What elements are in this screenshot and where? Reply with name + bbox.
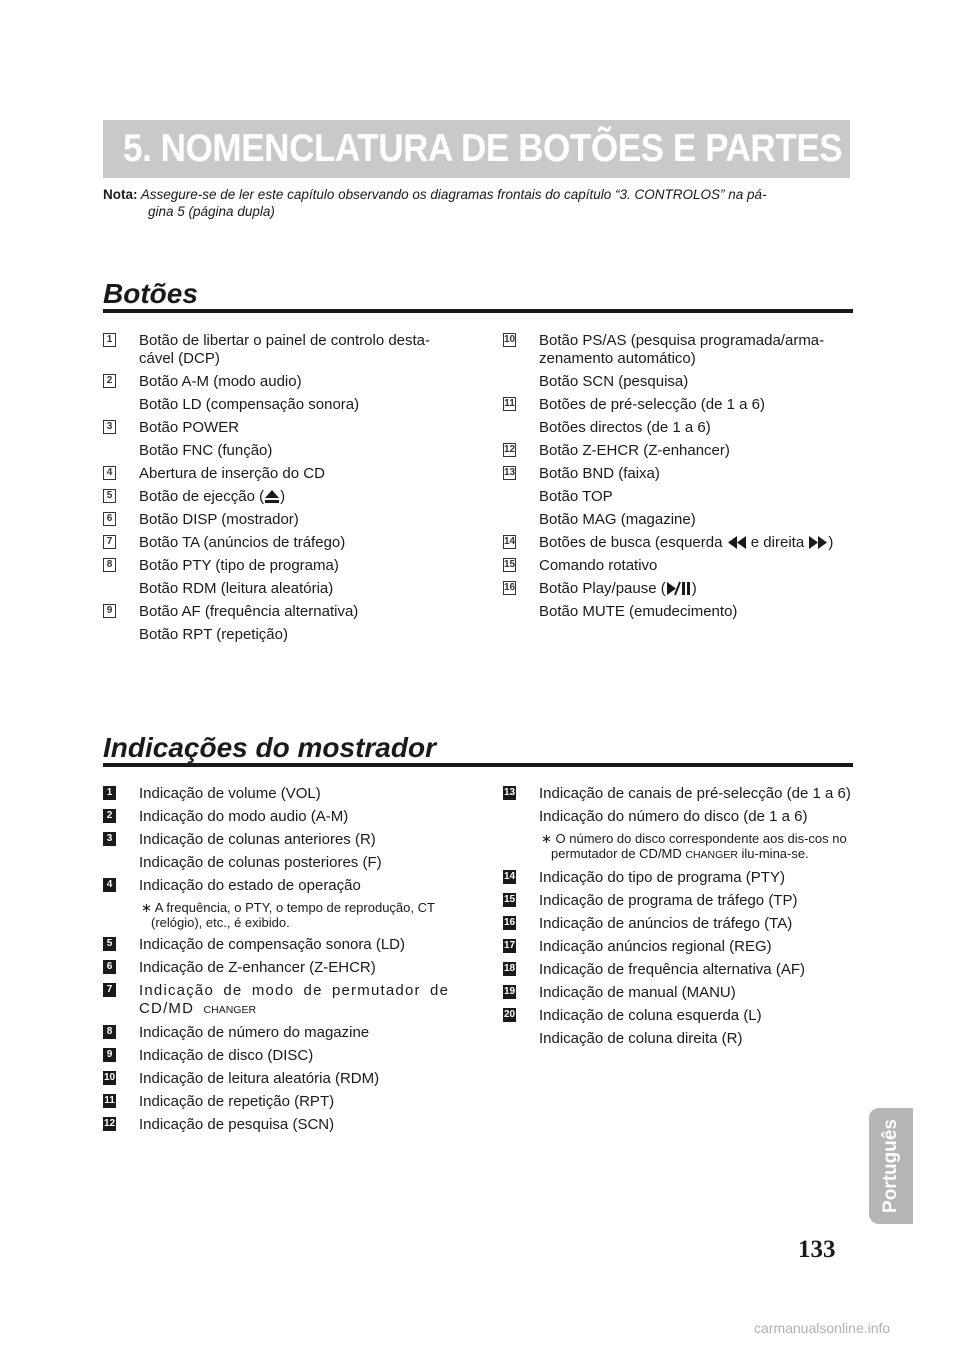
display-item-17 (503, 938, 853, 956)
item-text: Indicação de frequência alternativa (AF) (539, 961, 805, 978)
item-number: 10 (504, 334, 516, 345)
note-text: Assegure-se de ler este capítulo observando os diagramas frontais do capítulo “3. CONTROLOS” na pá- (140, 187, 767, 202)
display-item-4 (103, 877, 455, 895)
botoes-right-column (503, 332, 853, 626)
button-item-10 (503, 332, 853, 368)
item-text: Indicação de compensação sonora (LD) (139, 936, 405, 953)
item-number: 15 (504, 559, 516, 570)
item-text: Indicação de repetição (RPT) (139, 1093, 335, 1110)
item-number: 8 (103, 1025, 116, 1039)
button-item-14 (503, 534, 853, 552)
display-item-20 (503, 1007, 853, 1025)
display-item-15 (503, 892, 853, 910)
item-text: Botão TA (anúncios de tráfego) (139, 534, 346, 551)
changer-label: CHANGER (203, 1004, 257, 1016)
item-number: 20 (503, 1009, 516, 1020)
item-text: Indicação de modo de permutador de CD/MD (139, 982, 450, 1017)
item-subtext: Botões directos (de 1 a 6) (539, 419, 711, 436)
button-item-7 (103, 534, 443, 552)
item-number: 8 (103, 558, 116, 572)
changer-label: CHANGER (685, 849, 738, 861)
item-number: 13 (503, 787, 516, 798)
button-item-16 (503, 580, 853, 598)
item-number: 3 (103, 420, 116, 434)
button-item-12 (503, 442, 853, 460)
button-item-15 (503, 557, 853, 575)
item-text: Indicação de leitura aleatória (RDM) (139, 1070, 380, 1087)
display-item-9 (103, 1047, 455, 1065)
item-text: Indicação de programa de tráfego (TP) (539, 892, 798, 909)
item-text: Botão Play/pause ( (539, 580, 666, 597)
item-number: 2 (103, 809, 116, 823)
indicacoes-left-column (103, 785, 455, 1139)
item-text-end: ) (280, 488, 286, 505)
display-item-10 (103, 1070, 455, 1088)
item-text: Botão Z-EHCR (Z-enhancer) (539, 442, 730, 459)
button-item-4 (103, 465, 443, 483)
language-tab-label: Português (880, 1119, 901, 1213)
item-text: Indicação do estado de operação (139, 877, 361, 894)
item-number: 19 (503, 986, 516, 997)
display-item-16 (503, 915, 853, 933)
item-footnote: ∗ A frequência, o PTY, o tempo de reprodução, CT (relógio), etc., é exibido. (141, 900, 435, 930)
item-text: Botão A-M (modo audio) (139, 373, 302, 390)
item-number: 10 (103, 1072, 116, 1083)
button-item-8 (103, 557, 443, 575)
item-text: Botões de busca (esquerda (539, 534, 727, 551)
item-subtext: Botão LD (compensação sonora) (139, 396, 360, 413)
item-text: Botão BND (faixa) (539, 465, 660, 482)
button-item-9 (103, 603, 443, 621)
footnote-text: ∗ O número do disco correspondente aos dis-cos no permutador de CD/MD (541, 831, 847, 861)
item-subtext: Indicação de colunas posteriores (F) (139, 854, 382, 871)
item-text: Indicação do tipo de programa (PTY) (539, 869, 785, 886)
rewind-icon (727, 535, 747, 550)
display-item-1 (103, 785, 455, 803)
item-number: 9 (103, 1048, 116, 1062)
note (103, 186, 853, 220)
item-text: Botão POWER (139, 419, 240, 436)
item-number: 15 (503, 894, 516, 905)
item-number: 5 (103, 937, 116, 951)
button-item-2 (103, 373, 443, 391)
item-text: Indicação de anúncios de tráfego (TA) (539, 915, 793, 932)
button-item-3 (103, 419, 443, 437)
language-tab (869, 1108, 913, 1224)
item-text: Botão PS/AS (pesquisa programada/arma-zenamento automático) (539, 332, 825, 367)
item-text: Botão de ejecção ( (139, 488, 265, 505)
note-text-continued: gina 5 (página dupla) (148, 204, 275, 219)
item-number: 2 (103, 374, 116, 388)
item-text-end: ) (828, 534, 834, 551)
item-text-end: ) (691, 580, 697, 597)
display-item-2 (103, 808, 455, 826)
watermark: carmanualsonline.info (754, 1320, 891, 1336)
display-item-12 (103, 1116, 455, 1134)
item-text-mid: e direita (746, 534, 809, 551)
item-text: Indicação de canais de pré-selecção (de 1 a 6) (539, 785, 851, 802)
item-subtext: Botão RPT (repetição) (139, 626, 288, 643)
item-text: Botões de pré-selecção (de 1 a 6) (539, 396, 765, 413)
footnote-text-end: ilu-mina-se. (737, 846, 809, 861)
display-item-19 (503, 984, 853, 1002)
item-number: 12 (504, 444, 516, 455)
item-text: Botão AF (frequência alternativa) (139, 603, 359, 620)
item-subtext: Botão MUTE (emudecimento) (539, 603, 738, 620)
item-subtext: Botão RDM (leitura aleatória) (139, 580, 334, 597)
item-footnote (503, 831, 853, 863)
item-number: 9 (103, 604, 116, 618)
item-number: 16 (504, 582, 516, 593)
item-text: Botão PTY (tipo de programa) (139, 557, 339, 574)
item-text: Indicação de coluna esquerda (L) (539, 1007, 762, 1024)
item-subtext: Botão FNC (função) (139, 442, 273, 459)
title-banner (103, 120, 850, 178)
item-text: Indicação de colunas anteriores (R) (139, 831, 376, 848)
item-number: 12 (103, 1118, 116, 1129)
item-text: Indicação de pesquisa (SCN) (139, 1116, 335, 1133)
item-number: 5 (103, 489, 116, 503)
item-text: Botão DISP (mostrador) (139, 511, 299, 528)
indicacoes-right-column (503, 785, 853, 1053)
item-text: Indicação de número do magazine (139, 1024, 370, 1041)
page-title: 5. NOMENCLATURA DE BOTÕES E PARTES (123, 127, 843, 170)
item-subtext: Botão TOP (539, 488, 613, 505)
item-subtext: Botão SCN (pesquisa) (539, 373, 689, 390)
item-text: Abertura de inserção do CD (139, 465, 325, 482)
item-number: 6 (103, 512, 116, 526)
item-number: 13 (504, 467, 516, 478)
item-number: 11 (504, 398, 515, 409)
display-item-7 (103, 982, 455, 1019)
item-text: Indicação de manual (MANU) (539, 984, 736, 1001)
botoes-left-column (103, 332, 443, 649)
section-heading-indicacoes: Indicações do mostrador (103, 732, 436, 763)
item-number: 16 (503, 917, 516, 928)
display-item-18 (503, 961, 853, 979)
button-item-1 (103, 332, 443, 368)
section-rule-indicacoes (103, 763, 853, 767)
item-subtext: Indicação do número do disco (de 1 a 6) (539, 808, 808, 825)
item-number: 3 (103, 832, 116, 846)
item-number: 1 (103, 333, 116, 347)
display-item-8 (103, 1024, 455, 1042)
note-label: Nota: (103, 187, 138, 202)
button-item-5 (103, 488, 443, 506)
item-number: 7 (103, 535, 116, 549)
section-rule-botoes (103, 309, 853, 313)
button-item-6 (103, 511, 443, 529)
page-number: 133 (798, 1236, 836, 1263)
item-text: Indicação de disco (DISC) (139, 1047, 314, 1064)
item-text: Indicação anúncios regional (REG) (539, 938, 772, 955)
button-item-11 (503, 396, 853, 414)
item-number: 14 (504, 536, 516, 547)
display-item-11 (103, 1093, 455, 1111)
item-number: 14 (503, 871, 516, 882)
item-text: Comando rotativo (539, 557, 658, 574)
item-number: 1 (103, 786, 116, 800)
eject-icon (264, 489, 280, 504)
display-item-13 (503, 785, 853, 803)
item-text: Indicação de volume (VOL) (139, 785, 321, 802)
item-number: 7 (103, 983, 116, 997)
item-number: 6 (103, 960, 116, 974)
item-number: 11 (104, 1095, 115, 1106)
item-number: 4 (103, 878, 116, 892)
item-subtext: Botão MAG (magazine) (539, 511, 696, 528)
item-text: Indicação de Z-enhancer (Z-EHCR) (139, 959, 376, 976)
display-item-6 (103, 959, 455, 977)
item-number: 17 (503, 940, 516, 951)
display-item-14 (503, 869, 853, 887)
button-item-13 (503, 465, 853, 483)
item-number: 4 (103, 466, 116, 480)
item-number: 18 (503, 963, 516, 974)
play-pause-icon (666, 581, 692, 596)
fast-forward-icon (808, 535, 828, 550)
item-subtext: Indicação de coluna direita (R) (539, 1030, 743, 1047)
section-heading-botoes: Botões (103, 278, 198, 309)
item-text: Botão de libertar o painel de controlo desta-cável (DCP) (139, 332, 431, 367)
item-text: Indicação do modo audio (A-M) (139, 808, 349, 825)
display-item-3 (103, 831, 455, 849)
display-item-5 (103, 936, 455, 954)
